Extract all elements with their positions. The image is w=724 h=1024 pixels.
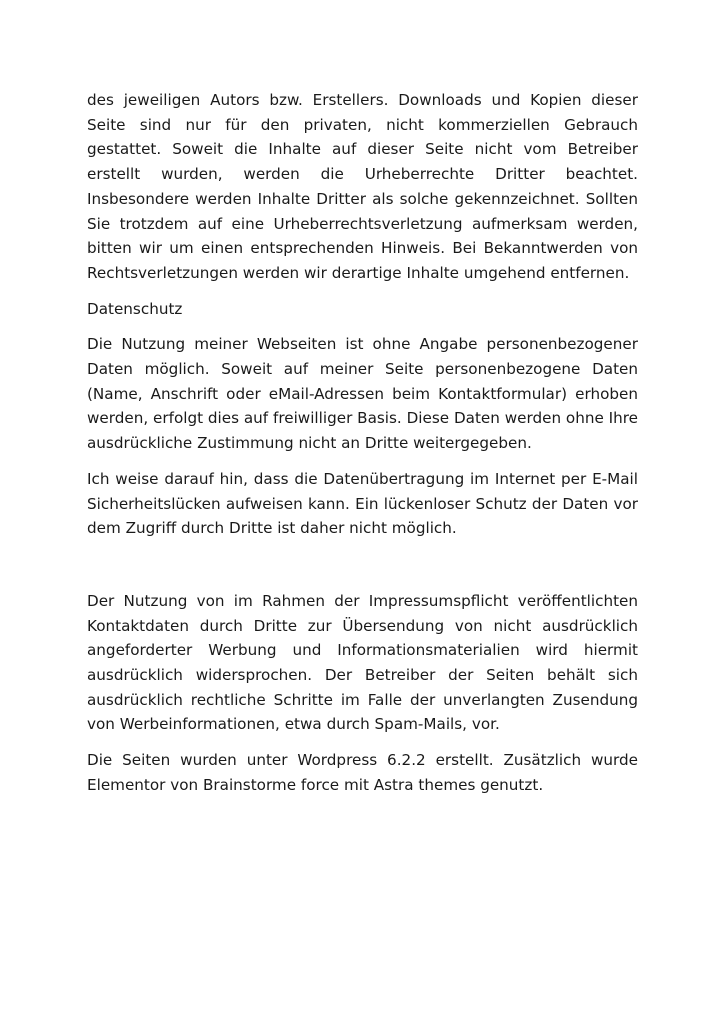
privacy-paragraph: Die Nutzung meiner Webseiten ist ohne Angabe personenbezogener Daten möglich. Soweit auf meiner Seite personenbezogene Daten (Name, Anschrift oder eMail-Adressen beim Kontaktformular) erhoben werden, erfolgt dies auf freiwilliger Basis. Diese Daten werden ohne Ihre ausdrückliche Zustimmung nicht an Dritte weitergegeben. [87,335,638,453]
section-heading-datenschutz: Datenschutz [87,299,183,318]
email-security-paragraph: Ich weise darauf hin, dass die Datenübertragung im Internet per E-Mail Sicherheitslücken aufweisen kann. Ein lückenloser Schutz der Daten vor dem Zugriff durch Dritte ist daher nicht möglich. [87,469,638,538]
advertising-objection-paragraph: Der Nutzung von im Rahmen der Impressumspflicht veröffentlichten Kontaktdaten durch Dritte zur Übersendung von nicht ausdrücklich angeforderter Werbung und Informationsmaterialien wird hiermit ausdrücklich widersprochen. Der Betreiber der Seiten behält sich ausdrücklich rechtliche Schritte im Falle der unverlangten Zusendung von Werbeinformationen, etwa durch Spam-Mails, vor. [87,591,638,734]
wordpress-credits-paragraph: Die Seiten wurden unter Wordpress 6.2.2 erstellt. Zusätzlich wurde Elementor von Brainstorme force mit Astra themes genutzt. [87,751,638,794]
copyright-paragraph: des jeweiligen Autors bzw. Erstellers. Downloads und Kopien dieser Seite sind nur für den privaten, nicht kommerziellen Gebrauch gestattet. Soweit die Inhalte auf dieser Seite nicht vom Betreiber erstellt wurden, werden die Urheberrechte Dritter beachtet. Insbesondere werden Inhalte Dritter als solche gekennzeichnet. Sollten Sie trotzdem auf eine Urheberrechtsverletzung aufmerksam werden, bitten wir um einen entsprechenden Hinweis. Bei Bekanntwerden von Rechtsverletzungen werden wir derartige Inhalte umgehend entfernen. [87,91,638,282]
document-body [87,88,638,809]
